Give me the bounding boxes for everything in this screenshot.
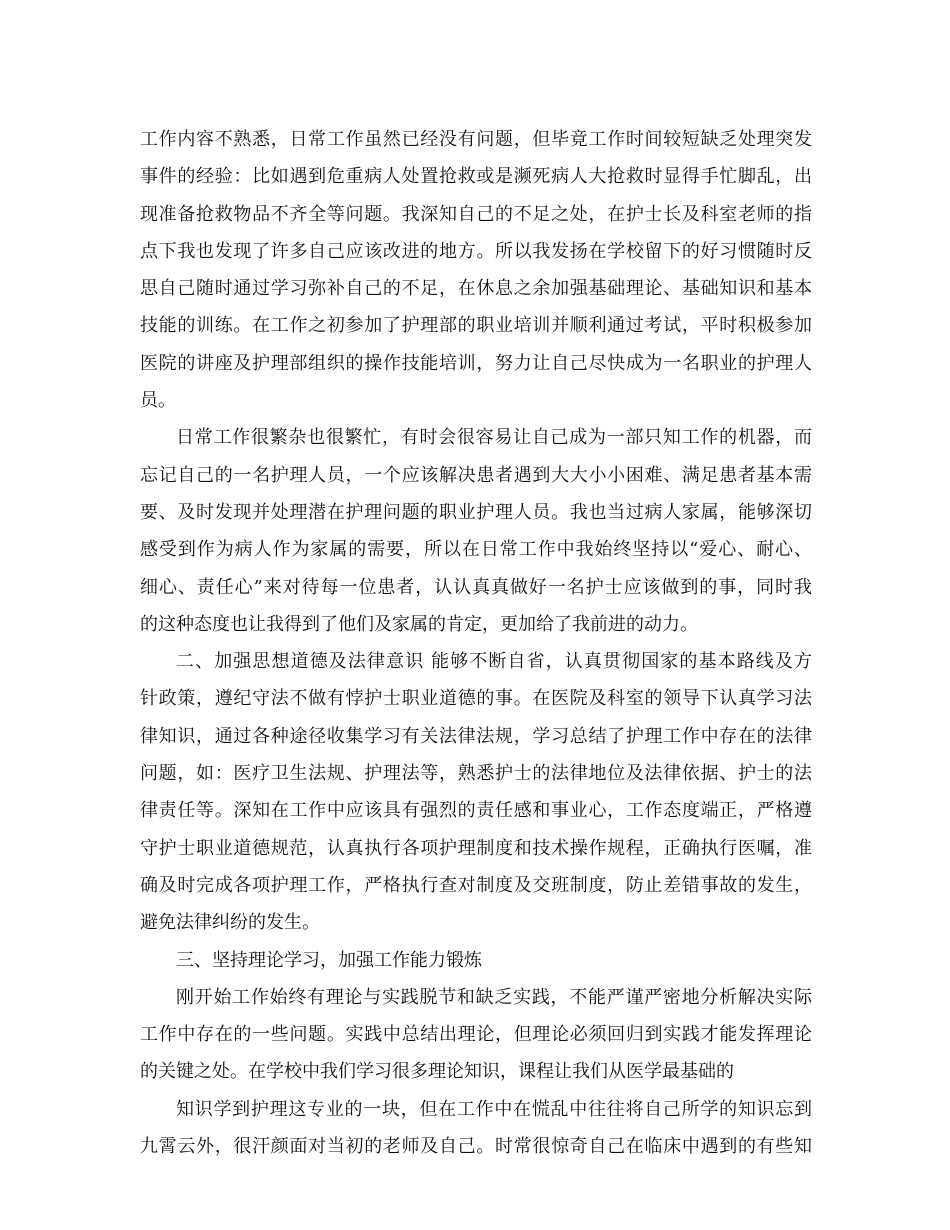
- text-line: 思自己随时通过学习弥补自己的不足，在休息之余加强基础理论、基础知识和基本: [140, 278, 812, 300]
- text-line: 问题，如：医疗卫生法规、护理法等，熟悉护士的法律地位及法律依据、护士的法: [140, 763, 812, 785]
- text-line: 律知识，通过各种途径收集学习有关法律法规，学习总结了护理工作中存在的法律: [140, 725, 812, 747]
- text-line: 的关键之处。在学校中我们学习很多理论知识，课程让我们从医学最基础的: [140, 1061, 734, 1083]
- text-line: 三、坚持理论学习，加强工作能力锻炼: [176, 949, 482, 971]
- text-line: 日常工作很繁杂也很繁忙，有时会很容易让自己成为一部只知工作的机器，而: [176, 427, 812, 449]
- text-line: 工作内容不熟悉，日常工作虽然已经没有问题，但毕竟工作时间较短缺乏处理突发: [140, 129, 812, 150]
- text-line: 工作中存在的一些问题。实践中总结出理论，但理论必须回归到实践才能发挥理论: [140, 1024, 812, 1046]
- text-line: 的这种态度也让我得到了他们及家属的肯定，更加给了我前进的动力。: [140, 613, 698, 635]
- text-line: 员。: [140, 390, 176, 412]
- text-line: 确及时完成各项护理工作，严格执行查对制度及交班制度，防止差错事故的发生，: [140, 874, 812, 896]
- text-line: 事件的经验：比如遇到危重病人处置抢救或是濒死病人大抢救时显得手忙脚乱，出: [140, 166, 812, 188]
- text-line: 守护士职业道德规范，认真执行各项护理制度和技术操作规程，正确执行医嘱，准: [140, 837, 812, 859]
- text-line: 针政策，遵纪守法不做有悖护士职业道德的事。在医院及科室的领导下认真学习法: [140, 688, 812, 710]
- text-line: 要、及时发现并处理潜在护理问题的职业护理人员。我也当过病人家属，能够深切: [140, 501, 812, 523]
- text-line: 避免法律纠纷的发生。: [140, 912, 320, 934]
- text-line: 律责任等。深知在工作中应该具有强烈的责任感和事业心，工作态度端正，严格遵: [140, 800, 812, 822]
- document-page: [140, 121, 812, 1165]
- text-line: 现准备抢救物品不齐全等问题。我深知自己的不足之处，在护士长及科室老师的指: [140, 203, 812, 225]
- text-line: 感受到作为病人作为家属的需要，所以在日常工作中我始终坚持以“爱心、耐心、: [140, 539, 812, 561]
- text-line: 二、加强思想道德及法律意识 能够不断自省，认真贯彻国家的基本路线及方: [176, 651, 812, 673]
- text-line: 医院的讲座及护理部组织的操作技能培训，努力让自己尽快成为一名职业的护理人: [140, 352, 812, 374]
- text-line: 忘记自己的一名护理人员，一个应该解决患者遇到大大小小困难、满足患者基本需: [140, 464, 812, 486]
- text-line: 刚开始工作始终有理论与实践脱节和缺乏实践，不能严谨严密地分析解决实际: [176, 986, 812, 1008]
- text-line: 点下我也发现了许多自己应该改进的地方。所以我发扬在学校留下的好习惯随时反: [140, 240, 812, 262]
- text-line: 知识学到护理这专业的一块，但在工作中在慌乱中往往将自己所学的知识忘到: [176, 1098, 812, 1120]
- text-line: 技能的训练。在工作之初参加了护理部的职业培训并顺利通过考试，平时积极参加: [140, 315, 812, 337]
- text-line: 细心、责任心”来对待每一位患者，认认真真做好一名护士应该做到的事，同时我: [140, 576, 812, 598]
- text-line: 九霄云外，很汗颜面对当初的老师及自己。时常很惊奇自己在临床中遇到的有些知: [140, 1136, 812, 1158]
